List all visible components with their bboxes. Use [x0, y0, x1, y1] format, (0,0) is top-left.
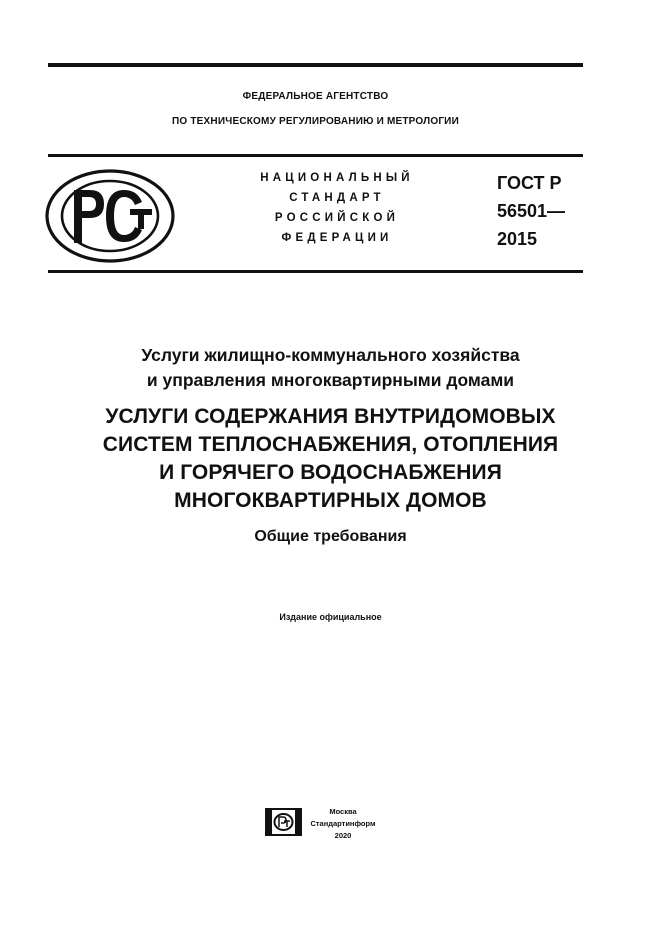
standartinform-logo-icon — [265, 808, 302, 836]
edition-label: Издание официальное — [279, 612, 382, 622]
standard-type-line-1: НАЦИОНАЛЬНЫЙ — [260, 172, 414, 184]
main-title-line-1: УСЛУГИ СОДЕРЖАНИЯ ВНУТРИДОМОВЫХ — [105, 405, 556, 428]
designation-line-2: 56501— — [497, 201, 566, 221]
main-title-line-3: И ГОРЯЧЕГО ВОДОСНАБЖЕНИЯ — [159, 461, 502, 484]
publisher-year: 2020 — [334, 831, 352, 840]
standard-type-line-4: ФЕДЕРАЦИИ — [281, 232, 393, 244]
standard-type-line-2: СТАНДАРТ — [289, 192, 385, 204]
designation-rule — [48, 270, 583, 273]
main-title-line-4: МНОГОКВАРТИРНЫХ ДОМОВ — [174, 489, 487, 512]
subtitle-line-1: Услуги жилищно-коммунального хозяйства — [141, 345, 520, 365]
publisher-name: Стандартинформ — [310, 819, 376, 828]
agency-line-2: ПО ТЕХНИЧЕСКОМУ РЕГУЛИРОВАНИЮ И МЕТРОЛОГИИ — [172, 116, 459, 127]
designation-line-1: ГОСТ Р — [497, 173, 562, 193]
publisher-city: Москва — [329, 807, 357, 816]
general-requirements: Общие требования — [254, 528, 407, 545]
rst-certification-mark-icon — [44, 168, 176, 264]
designation-line-3: 2015 — [497, 229, 538, 249]
subtitle-line-2: и управления многоквартирными домами — [146, 370, 515, 390]
agency-line-1: ФЕДЕРАЛЬНОЕ АГЕНТСТВО — [242, 91, 389, 102]
header-rule — [48, 154, 583, 157]
standard-type-line-3: РОССИЙСКОЙ — [274, 212, 400, 224]
main-title-line-2: СИСТЕМ ТЕПЛОСНАБЖЕНИЯ, ОТОПЛЕНИЯ — [102, 433, 559, 456]
top-rule — [48, 63, 583, 67]
